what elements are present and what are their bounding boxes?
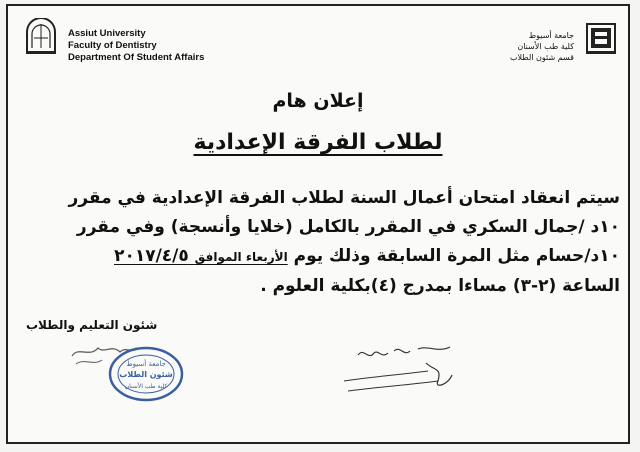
announcement-subtitle [8,130,628,155]
header-english [68,28,204,64]
stamp-text-bottom: كلية طب الأسنان [124,383,168,390]
exam-date [114,246,288,266]
stamp-text-top: جامعة أسيوط [126,360,166,368]
announcement-body [16,184,620,301]
exam-day: الأربعاء الموافق [194,250,288,264]
announcement-title: إعلان هام [272,90,364,112]
department-name-en: Department Of Student Affairs [68,52,205,63]
office-label: شئون التعليم والطلاب [26,318,158,332]
stamp-text-mid: شئون الطلاب [119,370,173,379]
body-line-4: الساعة (٢-٣) مساءا بمدرج (٤)بكلية العلوم . [260,276,620,296]
university-name-ar: جامعة أسيوط [528,31,574,40]
body-line-3 [16,242,620,272]
header-arabic [510,30,574,63]
university-name-en: Assiut University [68,28,146,39]
body-line-1: سيتم انعقاد امتحان أعمال السنة لطلاب الفرقة الإعدادية في مقرر [68,188,620,208]
body-line-3-text: ١٠د/حسام مثل المرة السابقة وذلك يوم [287,246,620,266]
faculty-name-en: Faculty of Dentistry [68,40,157,51]
university-logo-icon [24,18,58,56]
faculty-logo-icon [584,18,618,56]
faculty-name-ar: كلية طب الأسنان [517,42,574,51]
department-name-ar: قسم شئون الطلاب [509,53,574,62]
exam-date-value: ٢٠١٧/٤/٥ [114,246,195,266]
announcement-document [6,4,630,444]
office-stamp [68,328,218,408]
signature [338,341,468,401]
body-line-2: ١٠د /جمال السكري في المقرر بالكامل (خلايا وأنسجة) وفي مقرر [76,217,620,237]
subtitle-text: لطلاب الفرقة الإعدادية [193,130,443,155]
